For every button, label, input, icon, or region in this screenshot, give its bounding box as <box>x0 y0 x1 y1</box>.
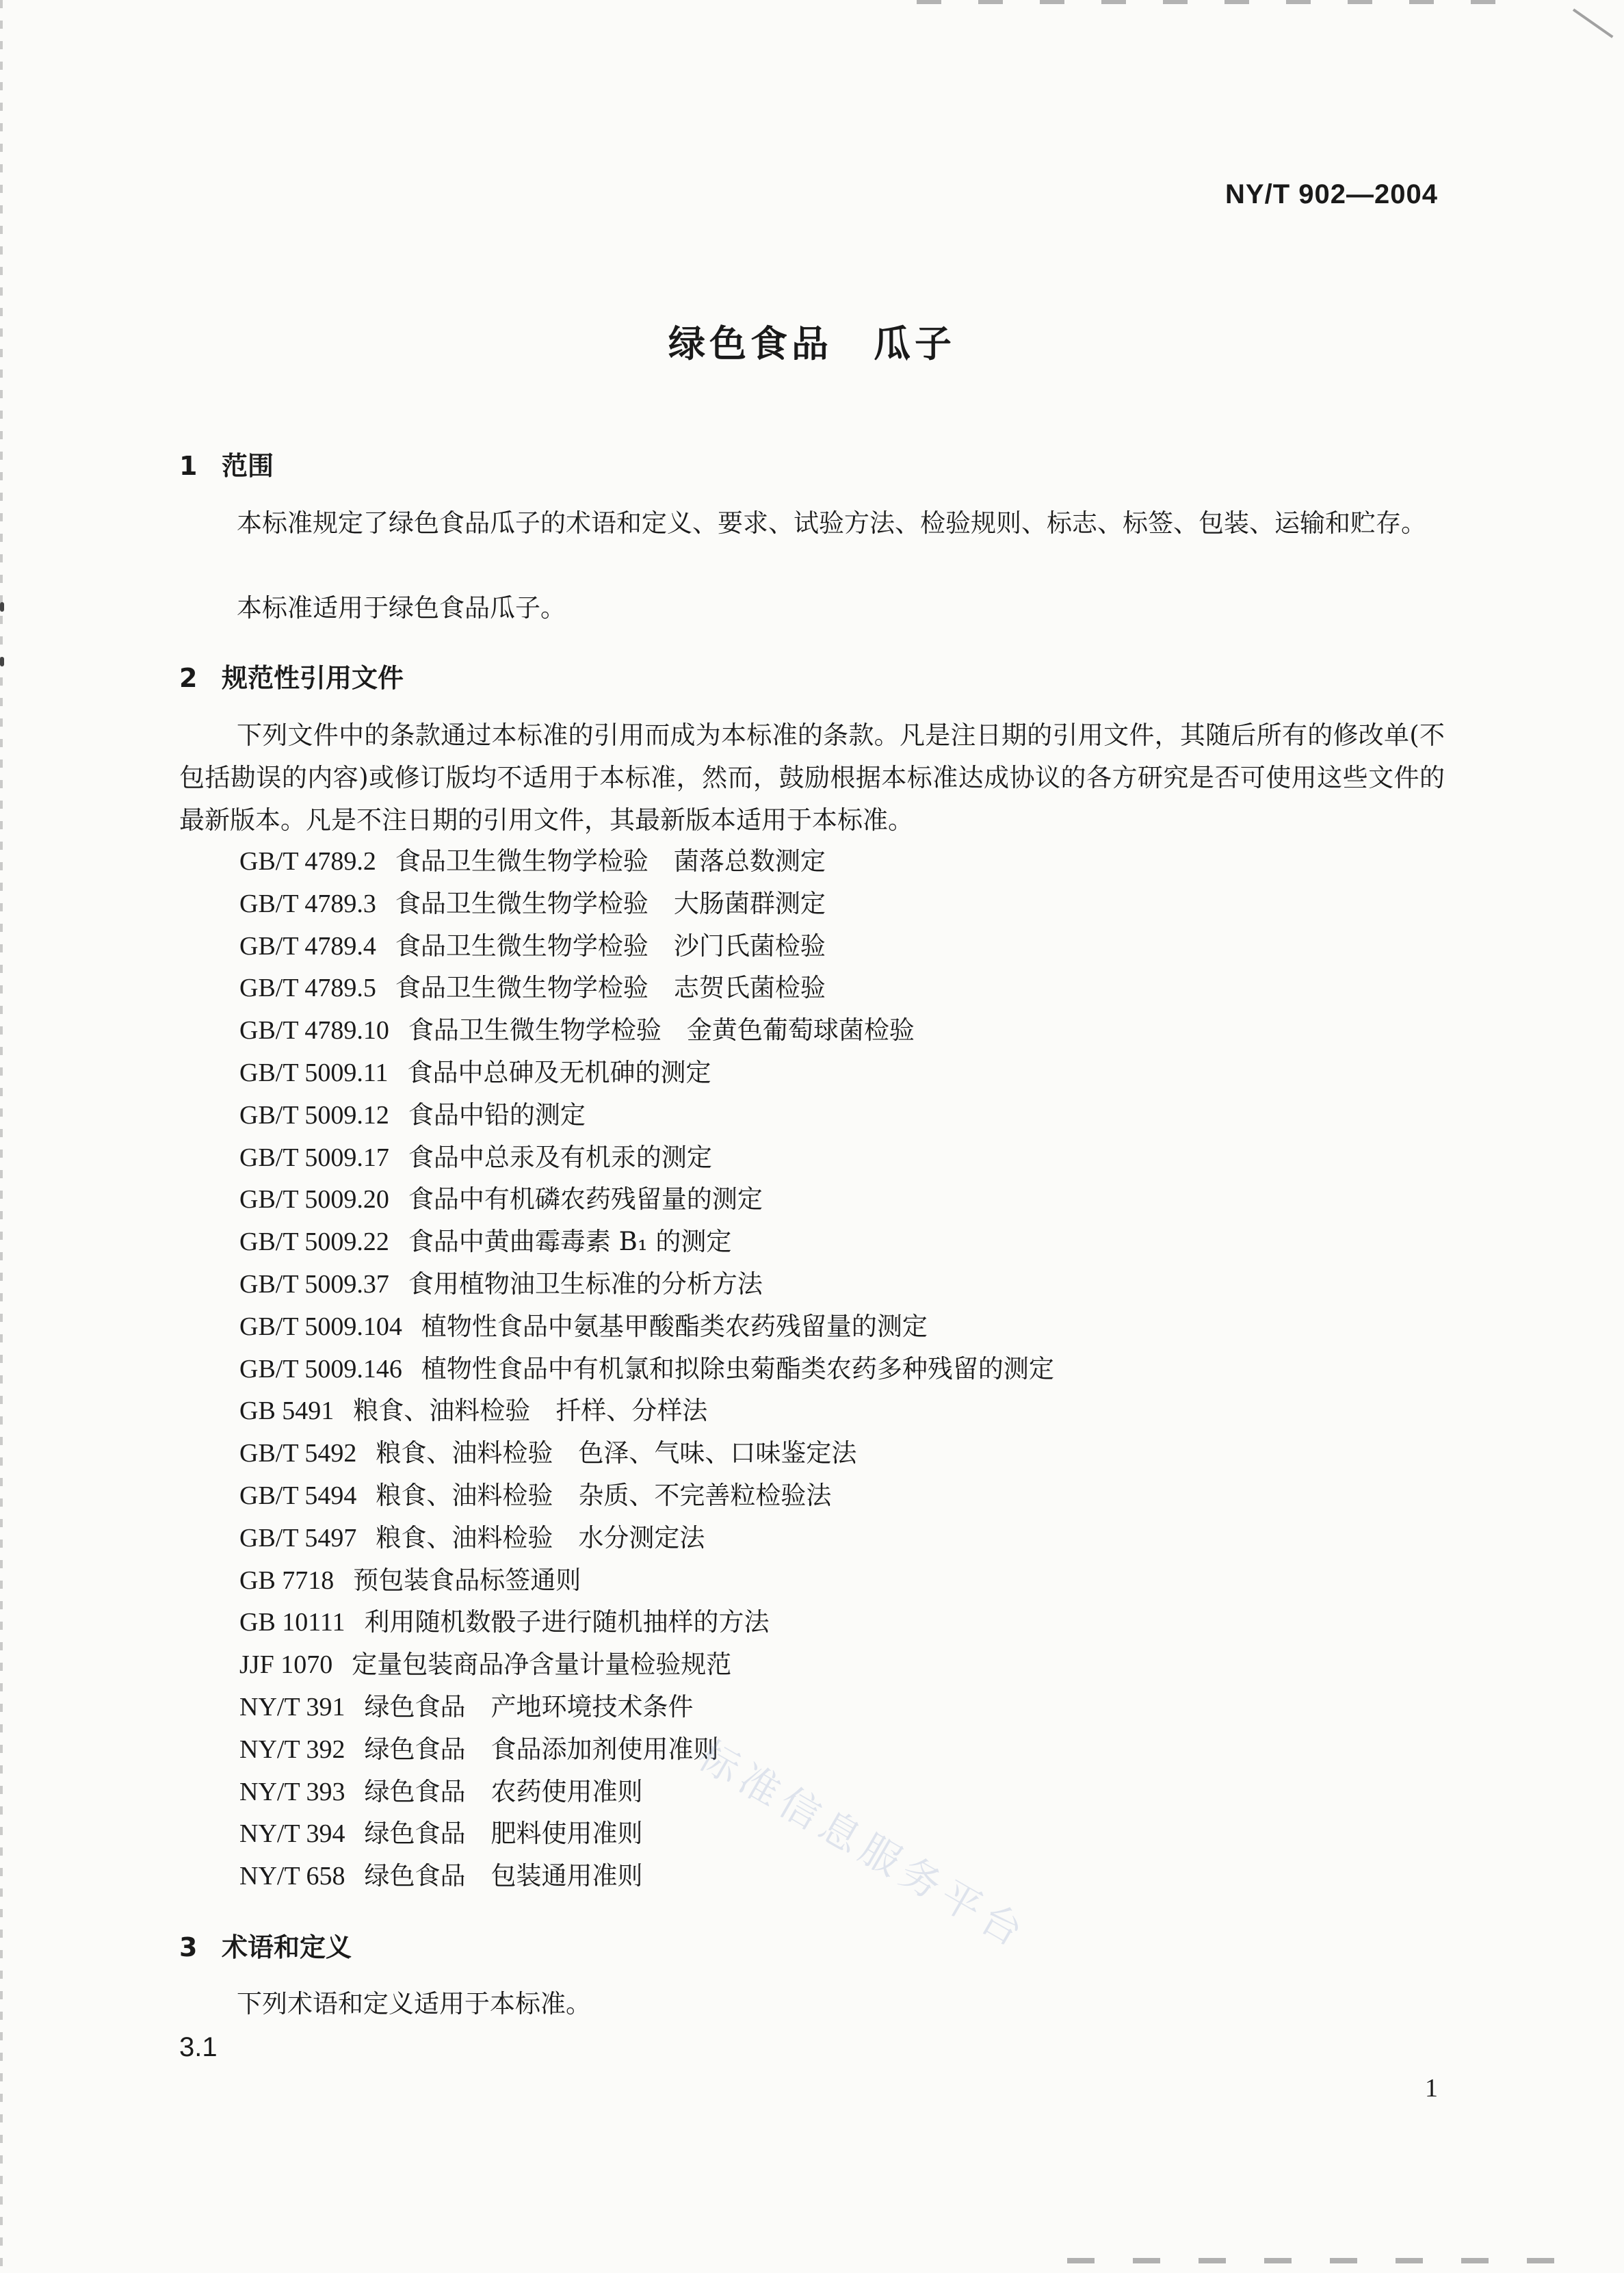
reference-title: 绿色食品 食品添加剂使用准则 <box>364 1734 719 1764</box>
reference-title: 食品卫生微生物学检验 沙门氏菌检验 <box>395 931 826 961</box>
reference-item <box>239 1475 1054 1517</box>
reference-item <box>239 1052 1054 1094</box>
reference-title: 定量包装商品净含量计量检验规范 <box>352 1650 732 1680</box>
reference-code: GB/T 5009.22 <box>239 1228 389 1257</box>
reference-item <box>239 1771 1054 1813</box>
reference-code: GB 5491 <box>239 1397 335 1426</box>
reference-code: GB/T 4789.4 <box>239 931 376 961</box>
reference-title: 粮食、油料检验 扦样、分样法 <box>353 1396 708 1426</box>
reference-title: 食品卫生微生物学检验 志贺氏菌检验 <box>395 973 826 1003</box>
reference-item <box>239 1686 1054 1728</box>
subsection-number: 3.1 <box>179 2032 218 2062</box>
reference-code: JJF 1070 <box>239 1650 333 1680</box>
scan-dot <box>0 657 4 666</box>
reference-title: 食用植物油卫生标准的分析方法 <box>408 1269 763 1299</box>
reference-item <box>239 1390 1054 1432</box>
reference-item <box>239 1306 1054 1348</box>
reference-item <box>239 1009 1054 1052</box>
document-title: 绿色食品 瓜子 <box>668 322 956 365</box>
section-1-heading <box>179 445 274 482</box>
reference-code: NY/T 658 <box>239 1862 345 1891</box>
reference-title: 食品中总砷及无机砷的测定 <box>407 1057 711 1087</box>
reference-item <box>239 1728 1054 1771</box>
reference-title: 植物性食品中氨基甲酸酯类农药残留量的测定 <box>421 1311 928 1341</box>
section-title: 规范性引用文件 <box>222 663 404 693</box>
reference-item <box>239 1517 1054 1559</box>
reference-title: 植物性食品中有机氯和拟除虫菊酯类农药多种残留的测定 <box>421 1353 1054 1384</box>
section-2-heading <box>179 657 404 694</box>
reference-title: 食品中黄曲霉毒素 B₁ 的测定 <box>408 1227 732 1257</box>
reference-code: GB/T 5009.17 <box>239 1143 389 1172</box>
reference-code: GB/T 4789.5 <box>239 974 376 1003</box>
section-title: 范围 <box>222 451 274 481</box>
reference-title: 食品卫生微生物学检验 菌落总数测定 <box>395 846 826 876</box>
reference-title: 食品中有机磷农药残留量的测定 <box>408 1184 763 1215</box>
scan-mark <box>1573 8 1614 38</box>
reference-title: 粮食、油料检验 杂质、不完善粒检验法 <box>376 1480 832 1510</box>
section-3-paragraph: 下列术语和定义适用于本标准。 <box>237 1989 591 2018</box>
reference-item <box>239 1178 1054 1221</box>
reference-item <box>239 1559 1054 1602</box>
reference-code: GB/T 4789.3 <box>239 889 376 918</box>
reference-item <box>239 925 1054 967</box>
reference-title: 食品中总汞及有机汞的测定 <box>408 1142 712 1172</box>
reference-item <box>239 1221 1054 1263</box>
watermark: 标准信息服务平台 <box>690 1732 1036 1959</box>
reference-item <box>239 1263 1054 1306</box>
reference-title: 粮食、油料检验 水分测定法 <box>376 1522 705 1553</box>
reference-code: NY/T 393 <box>239 1777 345 1806</box>
standard-code: NY/T 902—2004 <box>1225 179 1438 209</box>
reference-title: 粮食、油料检验 色泽、气味、口味鉴定法 <box>376 1438 857 1468</box>
section-title: 术语和定义 <box>222 1932 352 1962</box>
reference-code: GB/T 5494 <box>239 1481 357 1510</box>
reference-item <box>239 883 1054 925</box>
reference-title: 绿色食品 农药使用准则 <box>364 1776 643 1806</box>
reference-title: 绿色食品 包装通用准则 <box>364 1861 643 1891</box>
reference-code: GB/T 4789.10 <box>239 1016 389 1045</box>
reference-code: NY/T 391 <box>239 1692 345 1722</box>
reference-code: GB/T 5009.37 <box>239 1269 389 1299</box>
reference-title: 食品卫生微生物学检验 金黄色葡萄球菌检验 <box>408 1015 915 1045</box>
reference-code: GB/T 5009.20 <box>239 1185 389 1215</box>
reference-title: 绿色食品 肥料使用准则 <box>364 1819 643 1849</box>
reference-item <box>239 1644 1054 1686</box>
reference-title: 食品卫生微生物学检验 大肠菌群测定 <box>395 888 826 918</box>
section-2-intro: 下列文件中的条款通过本标准的引用而成为本标准的条款。凡是注日期的引用文件，其随后所有的修改单(不包括勘误的内容)或修订版均不适用于本标准，然而，鼓励根据本标准达成协议的各方研究是否可使用这些文件的最新版本。凡是不注日期的引用文件，其最新版本适用于本标准。 <box>179 720 1445 835</box>
reference-item <box>239 1094 1054 1136</box>
reference-title: 绿色食品 产地环境技术条件 <box>364 1691 694 1722</box>
reference-item <box>239 1601 1054 1644</box>
reference-code: GB 7718 <box>239 1566 335 1595</box>
reference-item <box>239 1136 1054 1179</box>
reference-code: GB/T 5009.12 <box>239 1100 389 1130</box>
scan-dot <box>0 602 4 612</box>
reference-title: 预包装食品标签通则 <box>353 1565 581 1595</box>
section-3-heading <box>179 1926 352 1964</box>
reference-list <box>239 840 1054 1897</box>
reference-code: GB/T 5497 <box>239 1523 357 1553</box>
section-1-paragraph: 本标准适用于绿色食品瓜子。 <box>237 593 566 623</box>
scan-edge-top <box>917 0 1532 4</box>
reference-code: NY/T 394 <box>239 1819 345 1849</box>
reference-code: NY/T 392 <box>239 1735 345 1764</box>
reference-code: GB/T 5009.104 <box>239 1312 402 1341</box>
section-number: 2 <box>179 663 198 693</box>
reference-code: GB/T 5009.146 <box>239 1354 402 1384</box>
section-number: 3 <box>179 1932 198 1962</box>
reference-item <box>239 840 1054 883</box>
scan-edge-bottom <box>1067 2258 1587 2263</box>
section-1-paragraph: 本标准规定了绿色食品瓜子的术语和定义、要求、试验方法、检验规则、标志、标签、包装、运输和贮存。 <box>237 508 1426 538</box>
reference-code: GB/T 5009.11 <box>239 1058 389 1087</box>
reference-item <box>239 1432 1054 1475</box>
section-number: 1 <box>179 451 198 481</box>
reference-code: GB 10111 <box>239 1608 345 1637</box>
reference-item <box>239 967 1054 1009</box>
page-number: 1 <box>1425 2074 1438 2103</box>
reference-code: GB/T 4789.2 <box>239 847 376 876</box>
reference-item <box>239 1348 1054 1390</box>
reference-code: GB/T 5492 <box>239 1439 357 1468</box>
reference-title: 食品中铅的测定 <box>408 1100 586 1130</box>
reference-title: 利用随机数骰子进行随机抽样的方法 <box>364 1607 770 1637</box>
